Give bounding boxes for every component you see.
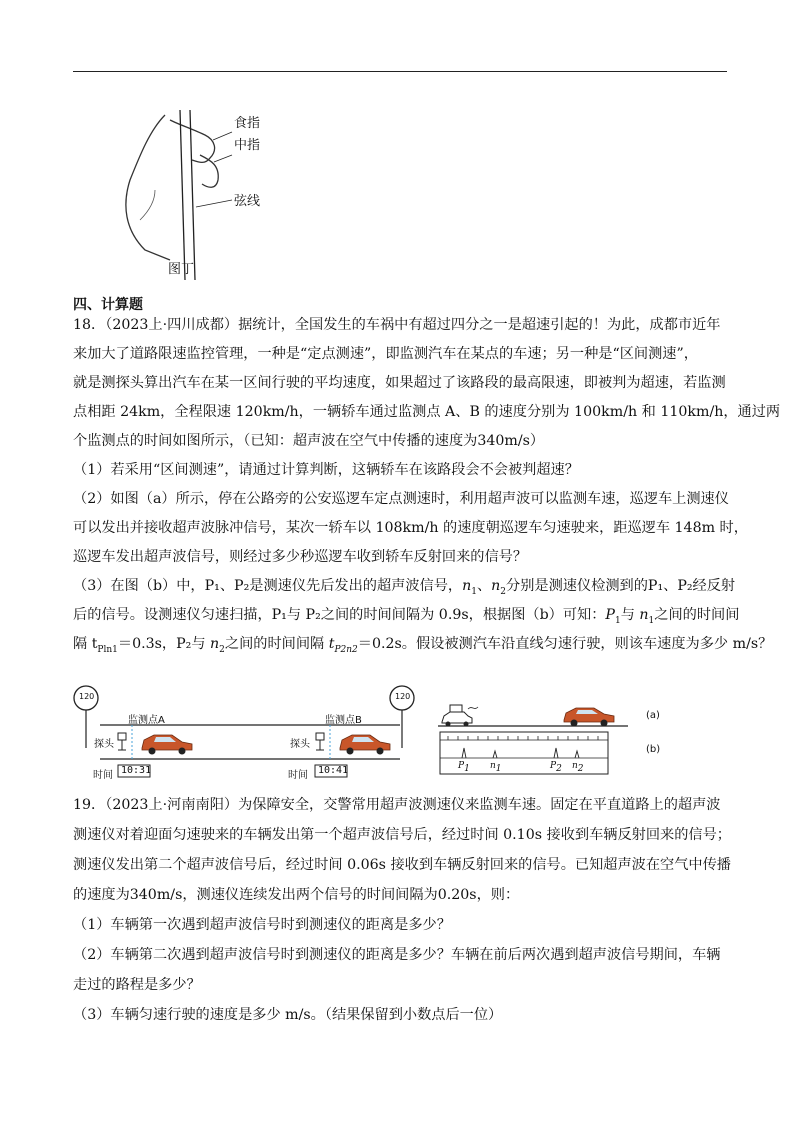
q19-sub1: （1）车辆第一次遇到超声波信号时到测速仪的距离是多少？ [73, 917, 451, 933]
q19-line2: 测速仪对着迎面匀速驶来的车辆发出第一个超声波信号后，经过时间 0.10s 接收到车辆反射回来的信号； [73, 827, 731, 843]
camera-b-label: 探头 [290, 739, 310, 750]
figure-caption: 图丁 [168, 262, 195, 277]
car-b-icon [340, 735, 390, 755]
q19-line1: 19．（2023上·河南南阳）为保障安全，交警常用超声波测速仪来监测车速。固定在平直道路上的超声波 [73, 797, 721, 813]
camera-a-icon [118, 733, 126, 750]
q19-line3: 测速仪发出第二个超声波信号后，经过时间 0.06s 接收到车辆反射回来的信号。已知超声波在空气中传播 [73, 857, 731, 873]
q18-sub2-line3: 巡逻车发出超声波信号，则经过多少秒巡逻车收到轿车反射回来的信号？ [73, 549, 528, 565]
q19-sub2-line1: （2）车辆第二次遇到超声波信号时到测速仪的距离是多少？车辆在前后两次遇到超声波信号期间，车辆 [73, 947, 721, 963]
q18-sub2-line1: （2）如图（a）所示，停在公路旁的公安巡逻车定点测速时，利用超声波可以监测车速，巡逻车上测速仪 [73, 491, 729, 507]
q18-sub3-line2: 后的信号。设测速仪匀速扫描，P₁与 P₂之间的时间间隔为 0.9s，根据图（b）可知：$P_1$与 $n_1$之间的时间间 [73, 607, 740, 626]
time-b-label: 时间 [288, 770, 308, 781]
q18-sub3-line1: （3）在图（b）中，P₁、P₂是测速仪先后发出的超声波信号，$n_1$、$n_2$分别是测速仪检测到的P₁、P₂经反射 [73, 578, 736, 597]
q19-line4: 的速度为340m/s，测速仪连续发出两个信号的时间间隔为0.20s，则： [73, 887, 520, 903]
label-string: 弦线 [234, 194, 261, 209]
q18-line5: 个监测点的时间如图所示，（已知：超声波在空气中传播的速度为340m/s） [73, 433, 545, 449]
p2-label: $P_2$ [550, 761, 562, 774]
target-car-icon [564, 708, 614, 727]
speed-sign-right-text: 120 [395, 692, 411, 701]
q19-sub2-line2: 走过的路程是多少？ [73, 977, 201, 993]
time-b-value: 10:41 [318, 765, 349, 776]
car-a-icon [142, 735, 192, 755]
label-a: (a) [646, 710, 660, 721]
p1-label: $P_1$ [458, 761, 470, 774]
q18-sub3-line3: 隔 $t_{Pln1}=0.3s$，P₂与 $n_2$之间的时间间隔 $t_{P2n2}=0.2s$。假设被测汽车沿直线匀速行驶，则该车速度为多少 m/s？ [73, 636, 773, 655]
q19-sub3: （3）车辆匀速行驶的速度是多少 m/s。（结果保留到小数点后一位） [73, 1007, 503, 1023]
q18-line3: 就是测探头算出汽车在某一区间行驶的平均速度，如果超过了该路段的最高限速，即被判为超速，若监测 [73, 375, 726, 391]
q18-sub1: （1）若采用“区间测速”，请通过计算判断，这辆轿车在该路段会不会被判超速？ [73, 462, 579, 478]
q18-line1: 18．（2023上·四川成都）据统计，全国发生的车祸中有超过四分之一是超速引起的！为此，成都市近年 [73, 317, 721, 333]
camera-a-label: 探头 [94, 739, 114, 750]
n1-label: $n_1$ [490, 761, 502, 774]
camera-b-icon [316, 733, 324, 750]
q18-line2: 来加大了道路限速监控管理，一种是“定点测速”，即监测汽车在某点的车速；另一种是“区间测速”， [73, 346, 698, 362]
patrol-car-icon [442, 705, 478, 727]
hand-string-figure [110, 110, 290, 280]
header-rule [73, 71, 727, 72]
section-title: 四、计算题 [73, 297, 143, 313]
q18-line4: 点相距 24km，全程限速 120km/h，一辆轿车通过监测点 A、B 的速度分别为 100km/h 和 110km/h，通过两 [73, 404, 781, 420]
time-a-label: 时间 [93, 770, 113, 781]
n2-label: $n_2$ [572, 761, 584, 774]
point-a-label: 监测点A [128, 715, 165, 726]
q18-sub2-line2: 可以发出并接收超声波脉冲信号，某次一轿车以 108km/h 的速度朝巡逻车匀速驶来，距巡逻车 148m 时， [73, 520, 748, 536]
label-index-finger: 食指 [234, 116, 261, 131]
time-a-value: 10:31 [121, 765, 152, 776]
speed-sign-left-text: 120 [79, 692, 95, 701]
label-middle-finger: 中指 [234, 138, 261, 153]
point-b-label: 监测点B [325, 715, 362, 726]
label-b: (b) [646, 744, 661, 755]
